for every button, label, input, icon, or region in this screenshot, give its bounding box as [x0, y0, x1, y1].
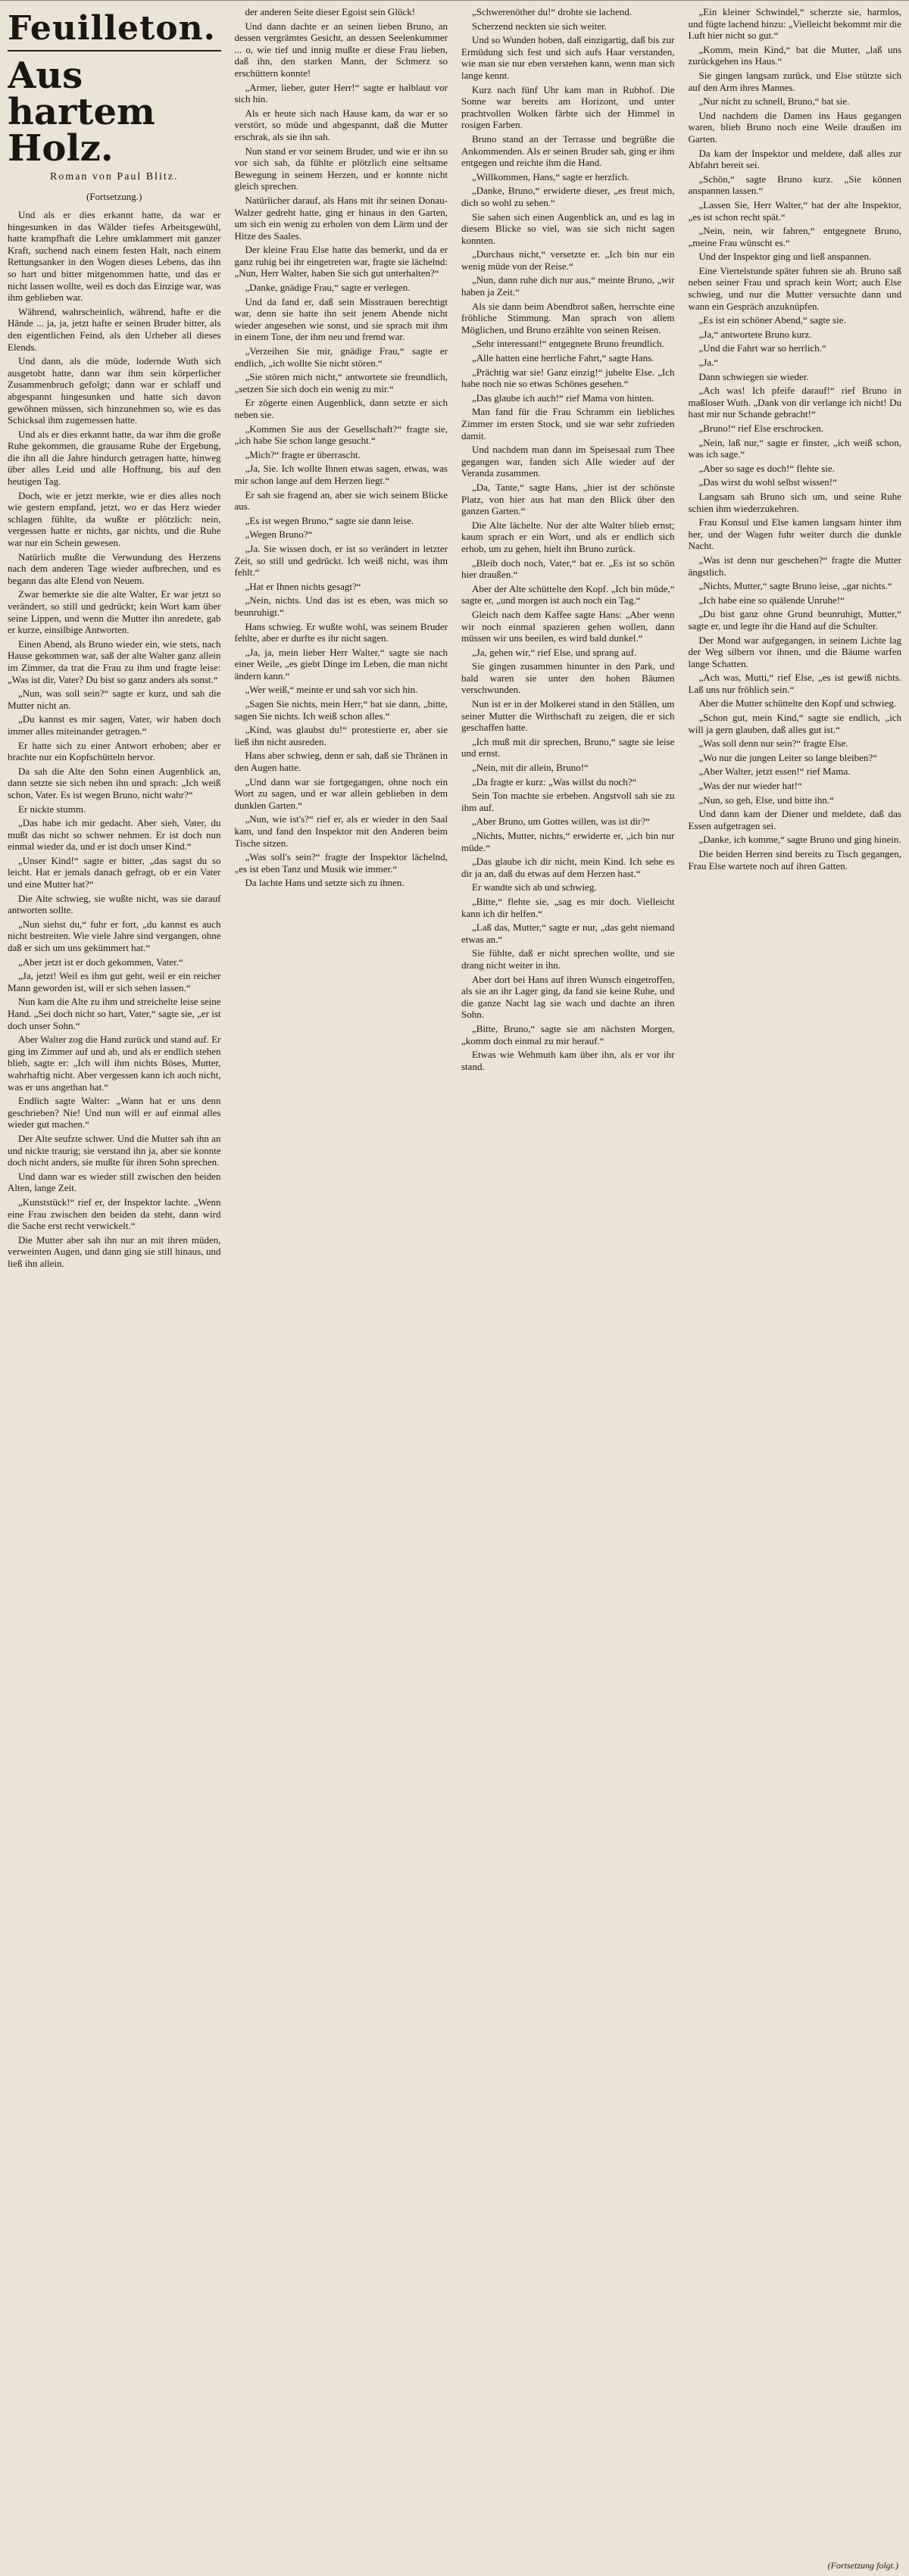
paragraph: „Das wirst du wohl selbst wissen!“ — [698, 476, 837, 488]
paragraph: „Bleib doch noch, Vater,“ bat er. „Es ist so schön hier draußen.“ — [461, 557, 675, 581]
paragraph: „Aber Bruno, um Gottes willen, was ist dir?“ — [472, 816, 651, 828]
paragraph: „Was soll's sein?“ fragte der Inspektor lächelnd, „es ist eben Tanz und Musik wie immer.“ — [234, 851, 448, 875]
paragraph: Sie gingen zusammen hinunter in den Park, und bald waren sie unter den hohen Bäumen verschwunden. — [461, 660, 675, 696]
paragraph: „Willkommen, Hans,“ sagte er herzlich. — [472, 170, 629, 182]
paragraph: „Durchaus nicht,“ versetzte er. „Ich bin nur ein wenig müde von der Reise.“ — [461, 248, 675, 272]
paragraph: „Kommen Sie aus der Gesellschaft?“ fragte sie, „ich habe Sie schon lange gesucht.“ — [234, 423, 448, 447]
paragraph: „Das glaube ich dir nicht, mein Kind. Ich sehe es dir ja an, daß du etwas auf dem Herzen hast.“ — [461, 856, 675, 879]
paragraph: Und der Inspektor ging und ließ anspannen. — [698, 251, 872, 263]
paragraph: „Nun, dann ruhe dich nur aus,“ meinte Bruno, „wir haben ja Zeit.“ — [461, 274, 675, 298]
paragraph: „Und dann war sie fortgegangen, ohne noch ein Wort zu sagen, und er war allein geblieben in dem dunklen Garten.“ — [234, 775, 448, 811]
paragraph: Und dann kam der Diener und meldete, daß das Essen aufgetragen sei. — [688, 808, 901, 831]
paragraph: „Aber jetzt ist er doch gekommen, Vater.“ — [18, 956, 183, 968]
paragraph: „Was soll denn nur sein?“ fragte Else. — [698, 738, 848, 750]
paragraph: „Sie stören mich nicht,“ antwortete sie freundlich, „setzen Sie sich doch ein wenig zu mir.“ — [234, 371, 448, 395]
paragraph: „Nein, laß nur,“ sagte er finster, „ich weiß schon, was ich sage.“ — [688, 436, 901, 460]
paragraph: Er wandte sich ab und schwieg. — [472, 881, 597, 893]
paragraph: Der Alte seufzte schwer. Und die Mutter sah ihn an und nickte traurig; sie verstand ihn ja, aber sie konnte doch nicht anders, sie mußte für ihren Sohn sprechen. — [8, 1132, 221, 1168]
paragraph: Die Alte lächelte. Nur der alte Walter blieb ernst; kaum sprach er ein Wort, und als er endlich sich erhob, um zu gehen, hielt ihn Bruno zurück. — [461, 519, 675, 554]
paragraph: Der Mond war aufgegangen, in seinem Lichte lag der Weg silbern vor ihnen, und die Bäume warfen lange Schatten. — [688, 634, 901, 669]
paragraph: Und nachdem die Damen ins Haus gegangen waren, blieb Bruno noch eine Weile draußen im Garten. — [688, 109, 901, 145]
paragraph: „Ja, gehen wir,“ rief Else, und sprang auf. — [472, 646, 637, 658]
paragraph: „Ach was! Ich pfeife darauf!“ rief Bruno in maßloser Wuth. „Dank von dir verlange ich nicht! Du hast mir nur Schande gebracht!“ — [688, 385, 901, 420]
paragraph: „Du kannst es mir sagen, Vater, wir haben doch immer alles miteinander getragen.“ — [8, 713, 221, 737]
paragraph: Der kleine Frau Else hatte das bemerkt, und da er ganz ruhig bei ihr eingetreten war, fragte sie lächelnd: „Nun, Herr Walter, haben Sie sich gut unterhalten?“ — [234, 244, 448, 279]
paragraph: „Nein, mit dir allein, Bruno!“ — [472, 762, 589, 774]
paragraph: „Schon gut, mein Kind,“ sagte sie endlich, „ich will ja gern glauben, daß alles gut ist.“ — [688, 712, 901, 735]
paragraph: Er nickte stumm. — [18, 803, 86, 815]
column-3 — [461, 6, 675, 2576]
paragraph: Und dann, als die müde, lodernde Wuth sich ausgetobt hatte, dann war ihm sein körperlicher Zusammenbruch gefolgt; dann war er schlaff und abgespannt hingesunken und hatte sich davon gewöhnen müssen, sich hinzunehmen so, wie es das Schicksal ihm zugemessen hatte. — [8, 355, 221, 426]
paragraph: Dann schwiegen sie wieder. — [698, 370, 809, 382]
paragraph: „Ach was, Mutti,“ rief Else, „es ist gewiß nichts. Laß uns nur fröhlich sein.“ — [688, 672, 901, 695]
paragraph: „Nichts, Mutter, nichts,“ erwiderte er, „ich bin nur müde.“ — [461, 830, 675, 853]
paragraph: Etwas wie Wehmuth kam über ihn, als er vor ihr stand. — [461, 1049, 675, 1072]
paragraph: Und so Wunden hoben, daß einzigartig, daß bis zur Ermüdung sich fest und sich aufs Haar verstanden, wie man sie nur eben verstehen kann, wenn man sich lange kennt. — [461, 34, 675, 81]
paragraph: „Danke, ich komme,“ sagte Bruno und ging hinein. — [698, 834, 901, 846]
paragraph: „Sehr interessant!“ entgegnete Bruno freundlich. — [472, 338, 664, 350]
paragraph: Und nachdem man dann im Speisesaal zum Thee gegangen war, fanden sich Alle wieder auf der Veranda zusammen. — [461, 444, 675, 479]
paragraph: Frau Konsul und Else kamen langsam hinter ihm her, und der Wagen fuhr weiter durch die dunkle Nacht. — [688, 516, 901, 552]
paragraph: Aber Walter zog die Hand zurück und stand auf. Er ging im Zimmer auf und ab, und als er endlich stehen blieb, sagte er: „Ich will ihm nichts Böses, Mutter, wahrhaftig nicht. Aber vergessen kann ich auch nicht, was er uns angethan hat.“ — [8, 1034, 221, 1093]
paragraph: Zwar bemerkte sie die alte Walter, Er war jetzt so verändert, so still und gedrückt; kein Wort kam über seine Lippen, und wenn die Mutter ihn anredete, gab er kurze, einsilbige Antworten. — [8, 588, 221, 636]
paragraph: „Nun, wie ist's?“ rief er, als er wieder in den Saal kam, und fand den Inspektor mit den Anderen beim Tische sitzen. — [234, 813, 448, 849]
column-1 — [8, 6, 221, 2576]
paragraph: Nun stand er vor seinem Bruder, und wie er ihn so vor sich sah, da fühlte er plötzlich eine seltsame Bewegung in seinem Herzen, und er konnte nicht gleich sprechen. — [234, 145, 448, 192]
paragraph: Doch, wie er jetzt merkte, wie er dies alles noch wie gestern empfand, jetzt, wo er das Herz wieder schlagen fühlte, da wußte er plötzlich: nein, vergessen hatte er nichts, gar nichts, und die Ruhe war nur ein Schein gewesen. — [8, 489, 221, 549]
paragraph: „Da fragte er kurz: „Was willst du noch?“ — [472, 775, 637, 787]
paragraph: „Nein, nichts. Und das ist es eben, was mich so beunruhigt.“ — [234, 594, 448, 618]
paragraph: Man fand für die Frau Schramm ein liebliches Zimmer im ersten Stock, und sie war sehr zufrieden damit. — [461, 406, 675, 441]
columns — [8, 6, 901, 2576]
paragraph: Nun kam die Alte zu ihm und streichelte leise seine Hand. „Sei doch nicht so hart, Vater,“ sagte sie, „er ist doch unser Sohn.“ — [8, 996, 221, 1031]
top-rule — [0, 0, 909, 1]
paragraph: „Und die Fahrt war so herrlich.“ — [698, 342, 826, 354]
paragraph: „Ich habe eine so quälende Unruhe!“ — [698, 594, 845, 606]
paragraph: „Wer weiß,“ meinte er und sah vor sich hin. — [245, 684, 418, 696]
paragraph: Aber der Alte schüttelte den Kopf. „Ich bin müde,“ sagte er, „und morgen ist auch noch ein Tag.“ — [461, 582, 675, 607]
paragraph: „Verzeihen Sie mir, gnädige Frau,“ sagte er endlich, „ich wollte Sie nicht stören.“ — [234, 345, 448, 369]
paragraph: „Komm, mein Kind,“ bat die Mutter, „laß uns zurückgehen ins Haus.“ — [688, 43, 901, 67]
paragraph: „Kunststück!“ rief er, der Inspektor lachte. „Wenn eine Frau zwischen den beiden da steht, dann wird die Sache erst recht verwickelt.“ — [8, 1196, 221, 1232]
paragraph: Hans aber schwieg, denn er sah, daß sie Thränen in den Augen hatte. — [234, 750, 448, 774]
paragraph: „Ja. Sie wissen doch, er ist so verändert in letzter Zeit, so still und gedrückt. Ich weiß nicht, was ihm fehlt.“ — [234, 542, 448, 579]
paragraph: „Es ist ein schöner Abend,“ sagte sie. — [698, 314, 846, 326]
column-body — [461, 6, 675, 1072]
paragraph: „Was der nur wieder hat!“ — [698, 780, 802, 792]
paragraph: Als sie dann beim Abendbrot saßen, herrschte eine fröhliche Stimmung. Man sprach von allem Möglichen, und Bruno erzählte von seinen Reisen. — [461, 300, 675, 335]
paragraph: „Wegen Bruno?“ — [245, 529, 313, 541]
paragraph: der anderen Seite dieser Egoist sein Glück! — [245, 6, 416, 17]
paragraph: Er zögerte einen Augenblick, dann setzte er sich neben sie. — [234, 397, 448, 420]
paragraph: Natürlich mußte die Verwundung des Herzens nach dem anderen Tage wieder aufbrechen, und es begann das alte Elend von Neuem. — [8, 550, 221, 586]
paragraph: Nun ist er in der Molkerei stand in den Ställen, um seiner Mutter die Wirthschaft zu zeigen, die er sich geschaffen hatte. — [461, 698, 675, 734]
paragraph: Sie sahen sich einen Augenblick an, und es lag in diesem Blicke so viel, was sie sich nicht sagen konnten. — [461, 211, 675, 246]
paragraph: „Sagen Sie nichts, mein Herr,“ bat sie dann, „bitte, sagen Sie nichts. Ich weiß schon alles.“ — [234, 698, 448, 722]
paragraph: „Bitte, Bruno,“ sagte sie am nächsten Morgen, „komm doch einmal zu mir herauf.“ — [461, 1022, 675, 1046]
paragraph: Gleich nach dem Kaffee sagte Hans: „Aber wenn wir noch einmal spazieren gehen wollen, dann müssen wir uns beeilen, es wird bald dunkel.“ — [461, 608, 675, 644]
paragraph: „Hat er Ihnen nichts gesagt?“ — [245, 580, 361, 592]
paragraph: Endlich sagte Walter: „Wann hat er uns denn geschrieben? Nie! Und nun will er auf einmal alles wieder gut machen.“ — [8, 1095, 221, 1131]
paragraph: „Armer, lieber, guter Herr!“ sagte er halblaut vor sich hin. — [234, 81, 448, 105]
paragraph: „Ja,“ antwortete Bruno kurz. — [698, 328, 812, 340]
paragraph: Sie gingen langsam zurück, und Else stützte sich auf den Arm ihres Mannes. — [688, 69, 901, 93]
paragraph: Da sah die Alte den Sohn einen Augenblick an, dann setzte sie sich neben ihn und sprach: „Ich weiß schon, Vater. Es ist wegen Bruno, nicht wahr?“ — [8, 765, 221, 800]
paragraph: „Schön,“ sagte Bruno kurz. „Sie können anspannen lassen.“ — [688, 173, 901, 197]
paragraph: Und dann dachte er an seinen lieben Bruno, an dessen vergrämtes Gesicht, an dessen Seelenkummer ... o, wie tief und innig mußte er diese Frau lieben, daß ihn, den starken Mann, der Schmerz so erschüttern konnte! — [234, 20, 448, 79]
byline: Roman von Paul Blitz. — [49, 171, 179, 182]
paragraph: Und da fand er, daß sein Misstrauen berechtigt war, denn sie hatte ihn seit jenem Abende nicht wieder angesehen wie sonst, und sie sprach mit ihm in einem Tone, der ihm neu und fremd war. — [234, 295, 448, 343]
paragraph: „Ein kleiner Schwindel,“ scherzte sie, harmlos, und fügte lachend hinzu: „Vielleicht bekommt mir die Luft hier nicht so gut.“ — [688, 6, 901, 42]
paragraph: „Ja.“ — [698, 357, 719, 369]
paragraph: „Was ist denn nur geschehen?“ fragte die Mutter ängstlich. — [688, 554, 901, 578]
paragraph: „Ich muß mit dir sprechen, Bruno,“ sagte sie leise und ernst. — [461, 735, 675, 759]
paragraph: „Ja, Sie. Ich wollte Ihnen etwas sagen, etwas, was mir schon lange auf dem Herzen liegt.“ — [234, 463, 448, 486]
paragraph: Natürlicher darauf, als Hans mit ihr seinen Donau-Walzer gedreht hatte, ging er hinaus in den Garten, um sich ein wenig zu erholen von dem Lärm und der Hitze des Saales. — [234, 194, 448, 242]
paragraph: Die Mutter aber sah ihn nur an mit ihren müden, verweinten Augen, und dann ging sie still hinaus, und ließ ihn allein. — [8, 1233, 221, 1269]
paragraph: Und als er dies erkannt hatte, da war ihm die große Ruhe gekommen, die grausame Ruhe der Ergebung, die ihn all die Jahre hindurch getragen hatte, hinweg über alles Leid und alle Hoffnung, bis auf den heutigen Tag. — [8, 428, 221, 488]
paragraph: Er hatte sich zu einer Antwort erhoben; aber er brachte nur ein Kopfschütteln hervor. — [8, 739, 221, 763]
paragraph: „Prächtig war sie! Ganz einzig!“ jubelte Else. „Ich habe noch nie so etwas Schönes gesehen.“ — [461, 366, 675, 390]
column-body — [235, 6, 448, 889]
paragraph: „Laß das, Mutter,“ sagte er nur, „das geht niemand etwas an.“ — [461, 922, 675, 945]
paragraph: „Bruno!“ rief Else erschrocken. — [698, 423, 824, 434]
paragraph: „Nein, nein, wir fahren,“ entgegnete Bruno, „meine Frau wünscht es.“ — [688, 225, 901, 248]
paragraph: „Danke, Bruno,“ erwiderte dieser, „es freut mich, dich so wohl zu sehen.“ — [461, 185, 675, 208]
paragraph: „Bitte,“ flehte sie, „sag es mir doch. Vielleicht kann ich dir helfen.“ — [461, 895, 675, 919]
column-4 — [689, 6, 902, 2576]
paragraph: Die beiden Herren sind bereits zu Tisch gegangen, Frau Else wartete noch auf ihren Gatten. — [688, 848, 901, 872]
paragraph: „Nur nicht zu schnell, Bruno,“ bat sie. — [698, 95, 850, 108]
continuation-note: (Fortsetzung.) — [86, 191, 142, 202]
paragraph: Sie fühlte, daß er nicht sprechen wollte, und sie drang nicht weiter in ihn. — [461, 947, 675, 971]
paragraph: Da lachte Hans und setzte sich zu ihnen. — [245, 877, 405, 889]
paragraph: Kurz nach fünf Uhr kam man in Rubhof. Die Sonne war bereits am Horizont, und unter prachtvollen Wolken färbte sich der Himmel in rosigen Farben. — [461, 83, 675, 131]
paragraph: „Ja, jetzt! Weil es ihm gut geht, weil er ein reicher Mann geworden ist, will er sich sehen lassen.“ — [8, 970, 221, 993]
paragraph: „Lassen Sie, Herr Walter,“ bat der alte Inspektor, „es ist schon recht spät.“ — [688, 198, 901, 223]
column-body — [689, 6, 902, 872]
paragraph: Er sah sie fragend an, aber sie wich seinem Blicke aus. — [234, 488, 448, 513]
title-divider — [8, 50, 221, 51]
column-body — [8, 209, 221, 1269]
paragraph: „Kind, was glaubst du!“ protestierte er, aber sie ließ ihn nicht ausreden. — [234, 724, 448, 747]
paragraph: Als er heute sich nach Hause kam, da war er so verstört, so müde und abgespannt, daß die Mutter erschrak, als sie ihn sah. — [234, 107, 448, 142]
section-title: Feuilleton. — [8, 9, 216, 48]
paragraph: „Das glaube ich auch!“ rief Mama von hinten. — [472, 391, 654, 404]
paragraph: „Mich?“ fragte er überrascht. — [245, 448, 361, 460]
paragraph: Langsam sah Bruno sich um, und seine Ruhe schien ihm wiederzukehren. — [688, 490, 901, 514]
paragraph: Während, wahrscheinlich, während, hafte er die Hände ... ja, ja, jetzt hafte er seinen Bruder bitter, als den eigentlichen Feind, als den Urheber all dieses Elends. — [8, 305, 221, 353]
paragraph: „Ja, ja, mein lieber Herr Walter,“ sagte sie nach einer Weile, „es giebt Dinge im Leben, die man nicht ändern kann.“ — [234, 646, 448, 681]
paragraph: Die Alte schwieg, sie wußte nicht, was sie darauf antworten sollte. — [8, 892, 221, 916]
paragraph: „Es ist wegen Bruno,“ sagte sie dann leise. — [245, 514, 414, 526]
column-2 — [235, 6, 448, 2576]
paragraph: „Unser Kind!“ sagte er bitter, „das sagst du so leicht. Hat er jemals danach gefragt, ob er ein Vater und eine Mutter hat?“ — [8, 854, 221, 890]
paragraph: Und dann war es wieder still zwischen den beiden Alten, lange Zeit. — [8, 1170, 221, 1194]
paragraph: Eine Viertelstunde später fuhren sie ab. Bruno saß neben seiner Frau und sprach kein Wort; auch Else schwieg, und nur die Mutter versuchte dann und wann ein Gespräch anzuknüpfen. — [688, 264, 901, 312]
paragraph: Aber die Mutter schüttelte den Kopf und schwieg. — [698, 697, 897, 709]
paragraph: Bruno stand an der Terrasse und begrüßte die Ankommenden. Als er seinen Bruder sah, ging er ihm entgegen und reichte ihm die Hand. — [461, 133, 675, 169]
paragraph: „Danke, gnädige Frau,“ sagte er verlegen. — [245, 282, 411, 294]
paragraph: „Alle hatten eine herrliche Fahrt,“ sagte Hans. — [472, 352, 654, 364]
paragraph: Und als er dies erkannt hatte, da war er hingesunken in das Wälder tiefes Arbeitsgewühl, hatte krampfhaft die Lehre umklammert mit ganzer Kraft, suchend nach einem festen Halt, nach einem Rettungsanker in den Wogen dieses Lebens, das ihn so hart und bitter mitgenommen hatte, und das er nicht lassen wollte, weil es doch das Einzige war, was ihm geblieben war. — [8, 209, 221, 304]
paragraph: „Nichts, Mutter,“ sagte Bruno leise, „gar nichts.“ — [698, 580, 892, 592]
paragraph: „Schwerenöther du!“ drohte sie lachend. — [472, 6, 633, 17]
paragraph: Aber dort bei Hans auf ihren Wunsch eingetroffen, als sie an ihr Lager ging, da fand sie keine Ruhe, und die ganze Nacht lag sie wach und dachte an ihren Sohn. — [461, 973, 675, 1021]
paragraph: „Du bist ganz ohne Grund beunruhigt, Mutter,“ sagte er, und legte ihr die Hand auf die Schulter. — [688, 608, 901, 632]
continued-note: (Fortsetzung folgt.) — [827, 2560, 898, 2571]
paragraph: „Wo nur die jungen Leiter so lange bleiben?“ — [698, 751, 877, 763]
paragraph: Scherzend neckten sie sich weiter. — [472, 20, 607, 32]
paragraph: Einen Abend, als Bruno wieder ein, wie stets, nach Hause gekommen war, saß der alte Walter ganz allein im Zimmer, da trat die Frau zu ihm und fragte leise: „Was ist dir, Vater? Du bist so ganz anders als sonst.“ — [8, 638, 221, 685]
paragraph: „Nun, so geh, Else, und bitte ihn.“ — [698, 794, 834, 806]
paragraph: Da kam der Inspektor und meldete, daß alles zur Abfahrt bereit sei. — [688, 147, 901, 171]
paragraph: „Aber Walter, jetzt essen!“ rief Mama. — [698, 766, 851, 778]
paragraph: „Nun siehst du,“ fuhr er fort, „du kannst es auch nicht bestreiten. Wie viele Jahre sind vergangen, ohne daß er sich um uns gekümmert hat.“ — [8, 918, 221, 954]
paragraph: Hans schwieg. Er wußte wohl, was seinem Bruder fehlte, aber er durfte es ihr nicht sagen. — [234, 620, 448, 644]
paragraph: „Da, Tante,“ sagte Hans, „hier ist der schönste Platz, von hier aus hat man den Blick über den ganzen Garten.“ — [461, 481, 675, 517]
paragraph: „Nun, was soll sein?“ sagte er kurz, und sah die Mutter nicht an. — [8, 688, 221, 711]
paragraph: „Das habe ich mir gedacht. Aber sieh, Vater, du mußt das nicht so schwer nehmen. Er ist doch nun einmal wieder da, und er ist doch unser Kind.“ — [8, 817, 221, 853]
story-title: Aus hartem Holz. — [8, 55, 155, 170]
paragraph: „Aber so sage es doch!“ flehte sie. — [698, 462, 835, 474]
paragraph: Sein Ton machte sie erbeben. Angstvoll sah sie zu ihm auf. — [461, 790, 675, 813]
